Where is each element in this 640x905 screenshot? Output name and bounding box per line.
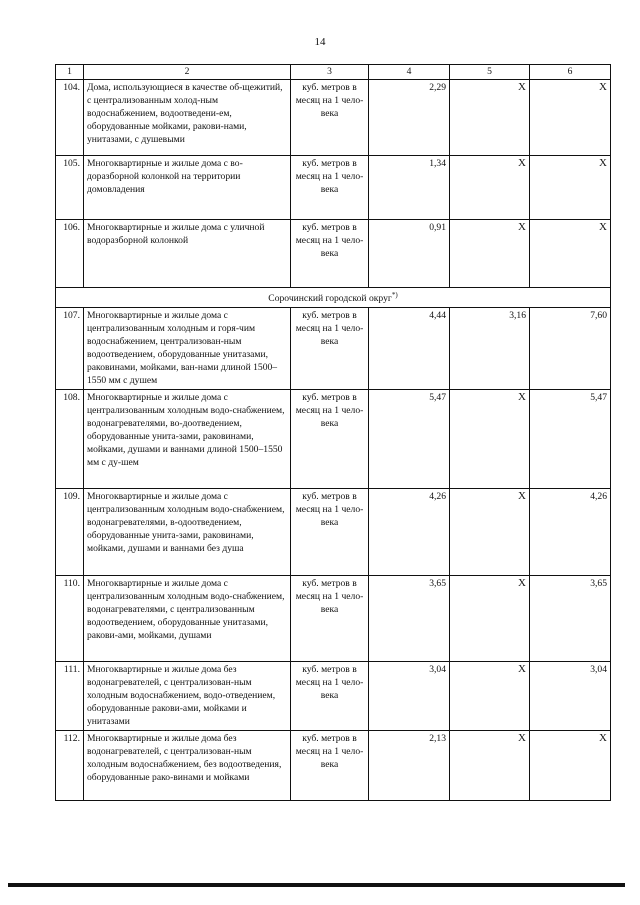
norm-value-cell: 2,29 <box>369 80 450 156</box>
unit-cell: куб. метров в месяц на 1 чело-века <box>291 662 369 731</box>
norm-value-cell: X <box>530 156 611 220</box>
unit-cell: куб. метров в месяц на 1 чело-века <box>291 489 369 576</box>
header-row <box>56 65 611 80</box>
row-number-cell: 112. <box>56 731 84 801</box>
dwelling-description-cell: Многоквартирные и жилые дома с централизованным холодным водо-снабжением, водонагревателями, в-одоотведением, оборудованные унита-зами, раковинами, мойками, душами и ваннами без душа <box>84 489 291 576</box>
norm-value-cell: 5,47 <box>369 390 450 489</box>
unit-cell: куб. метров в месяц на 1 чело-века <box>291 731 369 801</box>
norm-value-cell: 0,91 <box>369 220 450 288</box>
table-row <box>56 156 611 220</box>
norm-value-cell: 5,47 <box>530 390 611 489</box>
row-number-cell: 105. <box>56 156 84 220</box>
norm-value-cell: 1,34 <box>369 156 450 220</box>
row-number-cell: 110. <box>56 576 84 662</box>
unit-cell: куб. метров в месяц на 1 чело-века <box>291 220 369 288</box>
dwelling-description-cell: Многоквартирные и жилые дома с уличной водоразборной колонкой <box>84 220 291 288</box>
norm-value-cell: X <box>530 731 611 801</box>
header-cell: 4 <box>369 65 450 80</box>
table-row <box>56 731 611 801</box>
dwelling-description-cell: Дома, использующиеся в качестве об-щежитий, с централизованным холод-ным водоснабжением, водоотведени-ем, оборудованные мойками, ракови-нами, унитазами, с душевыми <box>84 80 291 156</box>
row-number-cell: 107. <box>56 308 84 390</box>
page-number: 14 <box>314 36 326 48</box>
consumption-norms-table <box>55 64 611 801</box>
norm-value-cell: 3,04 <box>369 662 450 731</box>
norm-value-cell: X <box>450 731 530 801</box>
norm-value-cell: X <box>450 662 530 731</box>
norm-value-cell: 3,65 <box>530 576 611 662</box>
table-row <box>56 308 611 390</box>
norm-value-cell: X <box>450 390 530 489</box>
header-cell: 2 <box>84 65 291 80</box>
dwelling-description-cell: Многоквартирные и жилые дома с централизованным холодным водо-снабжением, водонагревателями, с централизованным водоотведением, оборудованные унитазами, ракови-ами, мойками, душами <box>84 576 291 662</box>
norm-value-cell: X <box>450 576 530 662</box>
dwelling-description-cell: Многоквартирные и жилые дома с централизованным холодным и горя-чим водоснабжением, централизован-ным водоотведением, оборудованные унитазами, раковинами, мойками, ван-нами длиной 1500–1550 мм с душем <box>84 308 291 390</box>
unit-cell: куб. метров в месяц на 1 чело-века <box>291 156 369 220</box>
unit-cell: куб. метров в месяц на 1 чело-века <box>291 308 369 390</box>
norm-value-cell: 4,26 <box>369 489 450 576</box>
row-number-cell: 111. <box>56 662 84 731</box>
header-cell: 1 <box>56 65 84 80</box>
dwelling-description-cell: Многоквартирные и жилые дома с во-доразборной колонкой на территории домовладения <box>84 156 291 220</box>
norm-value-cell: 2,13 <box>369 731 450 801</box>
norm-value-cell: X <box>450 80 530 156</box>
header-cell: 5 <box>450 65 530 80</box>
norm-value-cell: 4,44 <box>369 308 450 390</box>
row-number-cell: 106. <box>56 220 84 288</box>
table-row <box>56 662 611 731</box>
dwelling-description-cell: Многоквартирные и жилые дома с централизованным холодным водо-снабжением, водонагревателями, во-доотведением, оборудованные унита-зами, раковинами, мойками, душами и ваннами длиной 1500–1550 мм с ду-шем <box>84 390 291 489</box>
norm-value-cell: X <box>450 156 530 220</box>
norm-value-cell: 3,16 <box>450 308 530 390</box>
bottom-rule <box>8 883 625 887</box>
header-cell: 6 <box>530 65 611 80</box>
section-row <box>56 288 611 308</box>
norm-value-cell: X <box>530 80 611 156</box>
dwelling-description-cell: Многоквартирные и жилые дома без водонагревателей, с централизован-ным холодным водоснабжением, водо-отведением, оборудованные ракови-ами, мойками и унитазами <box>84 662 291 731</box>
row-number-cell: 108. <box>56 390 84 489</box>
unit-cell: куб. метров в месяц на 1 чело-века <box>291 80 369 156</box>
norm-value-cell: 7,60 <box>530 308 611 390</box>
table-row <box>56 220 611 288</box>
section-title <box>56 288 611 308</box>
dwelling-description-cell: Многоквартирные и жилые дома без водонагревателей, с централизован-ным холодным водоснабжением, без водоотведения, оборудованные рако-винами и мойками <box>84 731 291 801</box>
norm-value-cell: 4,26 <box>530 489 611 576</box>
unit-cell: куб. метров в месяц на 1 чело-века <box>291 390 369 489</box>
table-row <box>56 80 611 156</box>
norm-value-cell: X <box>450 489 530 576</box>
norm-value-cell: X <box>530 220 611 288</box>
table-row <box>56 489 611 576</box>
row-number-cell: 104. <box>56 80 84 156</box>
header-cell: 3 <box>291 65 369 80</box>
row-number-cell: 109. <box>56 489 84 576</box>
footnote-marker: *) <box>391 291 398 299</box>
unit-cell: куб. метров в месяц на 1 чело-века <box>291 576 369 662</box>
norm-value-cell: X <box>450 220 530 288</box>
table-row <box>56 576 611 662</box>
norm-value-cell: 3,65 <box>369 576 450 662</box>
table-row <box>56 390 611 489</box>
section-title-text: Сорочинский городской округ <box>268 293 392 305</box>
norm-value-cell: 3,04 <box>530 662 611 731</box>
